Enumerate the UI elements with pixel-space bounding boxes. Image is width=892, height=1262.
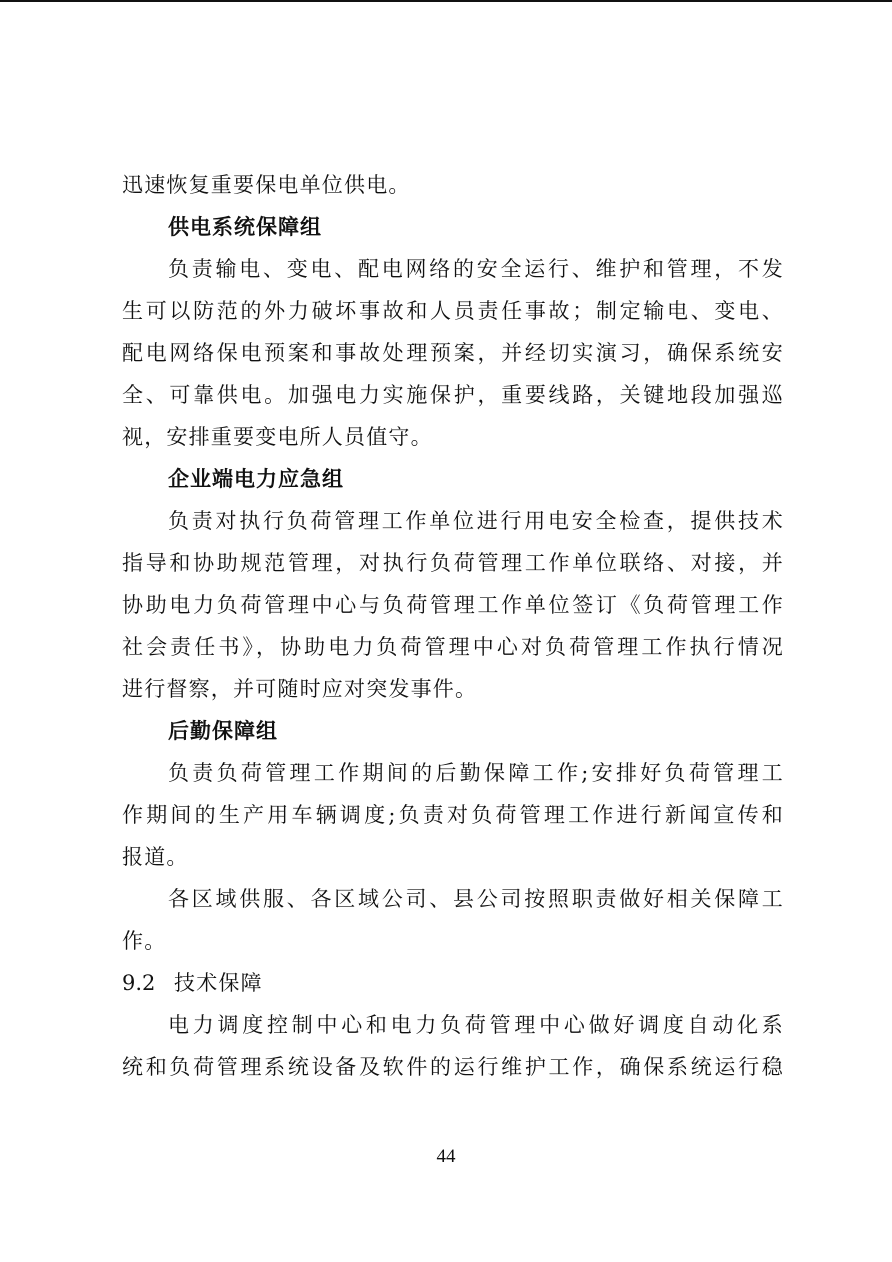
heading-logistics-group: 后勤保障组 [168, 718, 278, 743]
heading-enterprise-emergency-group: 企业端电力应急组 [168, 466, 344, 491]
paragraph-line: 负责负荷管理工作期间的后勤保障工作;安排好负荷管理工 [168, 761, 784, 785]
paragraph-line: 电力调度控制中心和电力负荷管理中心做好调度自动化系 [168, 1013, 784, 1037]
section-title: 技术保障 [174, 971, 263, 995]
paragraph-line: 迅速恢复重要保电单位供电。 [122, 173, 411, 197]
page-number: 44 [436, 1146, 456, 1167]
paragraph-line: 负责输电、变电、配电网络的安全运行、维护和管理，不发 [168, 257, 784, 281]
paragraph-line: 作期间的生产用车辆调度;负责对负荷管理工作进行新闻宣传和 [122, 803, 784, 827]
paragraph-line: 负责对执行负荷管理工作单位进行用电安全检查，提供技术 [168, 509, 784, 533]
paragraph-line: 协助电力负荷管理中心与负荷管理工作单位签订《负荷管理工作 [122, 593, 784, 617]
heading-power-supply-group: 供电系统保障组 [168, 214, 322, 239]
paragraph-line: 进行督察，并可随时应对突发事件。 [122, 677, 478, 701]
paragraph-line: 报道。 [122, 845, 189, 869]
paragraph-line: 生可以防范的外力破坏事故和人员责任事故；制定输电、变电、 [122, 299, 784, 323]
paragraph-line: 各区域供服、各区域公司、县公司按照职责做好相关保障工 [168, 887, 784, 911]
top-border-line [0, 0, 892, 2]
section-heading [122, 962, 784, 1004]
paragraph-line: 配电网络保电预案和事故处理预案，并经切实演习，确保系统安 [122, 341, 784, 365]
paragraph-line: 作。 [122, 929, 167, 953]
document-body [122, 164, 784, 1088]
paragraph-line: 指导和协助规范管理，对执行负荷管理工作单位联络、对接，并 [122, 551, 784, 575]
paragraph-line: 视，安排重要变电所人员值守。 [122, 425, 433, 449]
paragraph-line: 全、可靠供电。加强电力实施保护，重要线路，关键地段加强巡 [122, 383, 784, 407]
paragraph-line: 统和负荷管理系统设备及软件的运行维护工作，确保系统运行稳 [122, 1055, 784, 1079]
paragraph-line: 社会责任书》，协助电力负荷管理中心对负荷管理工作执行情况 [122, 635, 784, 659]
section-number: 9.2 [122, 971, 156, 995]
